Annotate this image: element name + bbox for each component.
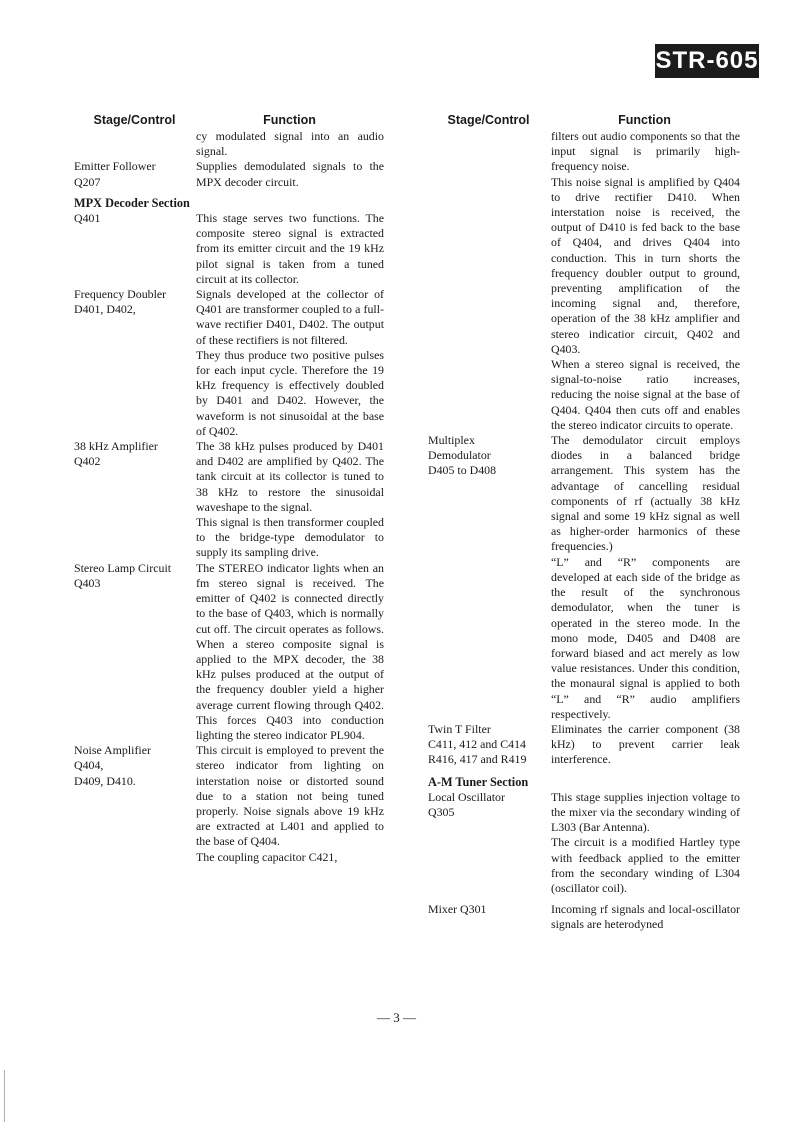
function-header: Function [263, 113, 316, 127]
row-mixer [428, 902, 740, 932]
stage-label: Mixer Q301 [428, 902, 487, 917]
stage-control-header: Stage/Control [93, 113, 176, 127]
row-frequency-doubler [74, 287, 384, 439]
stage-label: Stereo Lamp Circuit Q403 [74, 560, 172, 590]
stage-label: Emitter Follower Q207 [74, 159, 156, 189]
stage-label: Multiplex Demodulator D405 to D408 [428, 433, 497, 478]
left-column-header [74, 112, 384, 129]
function-text: cy modulated signal into an audio signal. [196, 129, 384, 159]
function-text: filters out audio components so that the input signal is primarily high-frequency noise. [551, 129, 740, 174]
page-number: — 3 — [377, 1010, 416, 1025]
row-emitter-follower [74, 159, 384, 189]
function-text: Eliminates the carrier component (38 kHz) to prevent carrier leak interference. [551, 721, 740, 767]
function-text: This circuit is employed to prevent the stereo indicator from lighting on interstation noise or distorted sound due to a station not being tuned properly. Noise signals above 19 kHz are extracted at L401 and applied to the base of Q404. [196, 743, 384, 849]
stage-label: Noise Amplifier Q404, D409, D410. [74, 743, 151, 788]
function-text: The circuit is a modified Hartley type with feedback applied to the emitter from the secondary winding of L304 (oscillator coil). [551, 835, 740, 895]
stage-label: 38 kHz Amplifier Q402 [74, 439, 158, 469]
row-q401 [74, 211, 384, 287]
row-local-oscillator [428, 790, 740, 896]
function-text: “L” and “R” components are developed at each side of the bridge as the result of the synchronous demodulator, when the tuner is operated in the stereo mode. In the mono mode, D405 and D408 are forward biased and act merely as low value resistances. Under this condition, the monaural signal is applied to both “L” and “R” audio amplifiers respectively. [551, 554, 740, 721]
row-noise-amplifier [74, 743, 384, 865]
section-heading-mpx: MPX Decoder Section [74, 195, 190, 210]
function-text: The coupling capacitor C421, [196, 849, 338, 864]
function-text: Signals developed at the collector of Q401 are transformer coupled to a full-wave rectifier D401, D402. The output of these rectifiers is not filtered. [196, 287, 384, 347]
function-text: When a stereo signal is received, the signal-to-noise ratio increases, reducing the noise signal at the base of Q404. Q404 then cuts off and enables the stereo indicator circuits to operate. [551, 357, 740, 432]
function-text: The 38 kHz pulses produced by D401 and D402 are amplified by Q402. The tank circuit at its collector is tuned to 38 kHz to restore the sinusoidal waveshape to the signal. [196, 439, 384, 514]
continued-row [428, 129, 740, 433]
continued-row [74, 129, 384, 159]
function-header: Function [618, 113, 671, 127]
stage-control-header: Stage/Control [447, 113, 530, 127]
row-stereo-lamp-circuit [74, 561, 384, 743]
function-text: The demodulator circuit employs diodes in a balanced bridge arrangement. This system has the advantage of cancelling residual components of rf (actually 38 kHz signal and some 19 kHz signal as well as higher-order harmonics of these frequencies.) [551, 433, 740, 554]
stage-label: Twin T Filter C411, 412 and C414 R416, 417 and R419 [428, 721, 527, 767]
function-text: This noise signal is amplified by Q404 to drive rectifier D410. When interstation noise is received, the output of D410 is fed back to the base of Q404, and drives Q404 into conduction. This in turn shorts the frequency doubler output to ground, preventing amplification of the incoming signal and, therefore, operation of the 38 kHz amplifier and stereo indicatior circuit, Q402 and Q403. [551, 174, 740, 356]
function-text: They thus produce two positive pulses for each input cycle. Therefore the 19 kHz frequency is effectively doubled by D401 and D402. However, the waveform is not sinusoidal at the base of Q402. [196, 347, 384, 438]
section-heading-am-tuner: A-M Tuner Section [428, 774, 529, 789]
function-text: Incoming rf signals and local-oscillator signals are heterodyned [551, 902, 740, 932]
row-38khz-amplifier [74, 439, 384, 561]
function-text: This stage supplies injection voltage to the mixer via the secondary winding of L303 (Bar Antenna). [551, 789, 740, 835]
right-column-header [428, 112, 740, 129]
row-twin-t-filter [428, 722, 740, 768]
stage-label: Q401 [74, 211, 101, 226]
stage-label: Local Oscillator Q305 [428, 789, 505, 819]
model-badge: STR-605 [655, 44, 759, 78]
function-text: This signal is then transformer coupled to the bridge-type demodulator to supply its sampling drive. [196, 515, 384, 560]
function-text: Supplies demodulated signals to the MPX decoder circuit. [196, 159, 384, 189]
right-column [428, 112, 740, 933]
function-text: This stage serves two functions. The composite stereo signal is extracted from its emitter circuit and the 19 kHz pilot signal is taken from a tuned circuit at its collector. [196, 211, 384, 286]
left-column [74, 112, 384, 865]
row-multiplex-demodulator [428, 433, 740, 722]
scan-margin-line [4, 1070, 5, 1122]
stage-label: Frequency Doubler D401, D402, [74, 287, 167, 317]
function-text: The STEREO indicator lights when an fm stereo signal is received. The emitter of Q402 is connected directly to the base of Q403, which is normally cut off. The circuit operates as follows. When a stereo composite signal is applied to the MPX decoder, the 38 kHz pulses produced at the output of the frequency doubler yield a higher average current flowing through Q402. This forces Q403 into conduction lighting the stereo indicator PL904. [196, 560, 384, 742]
